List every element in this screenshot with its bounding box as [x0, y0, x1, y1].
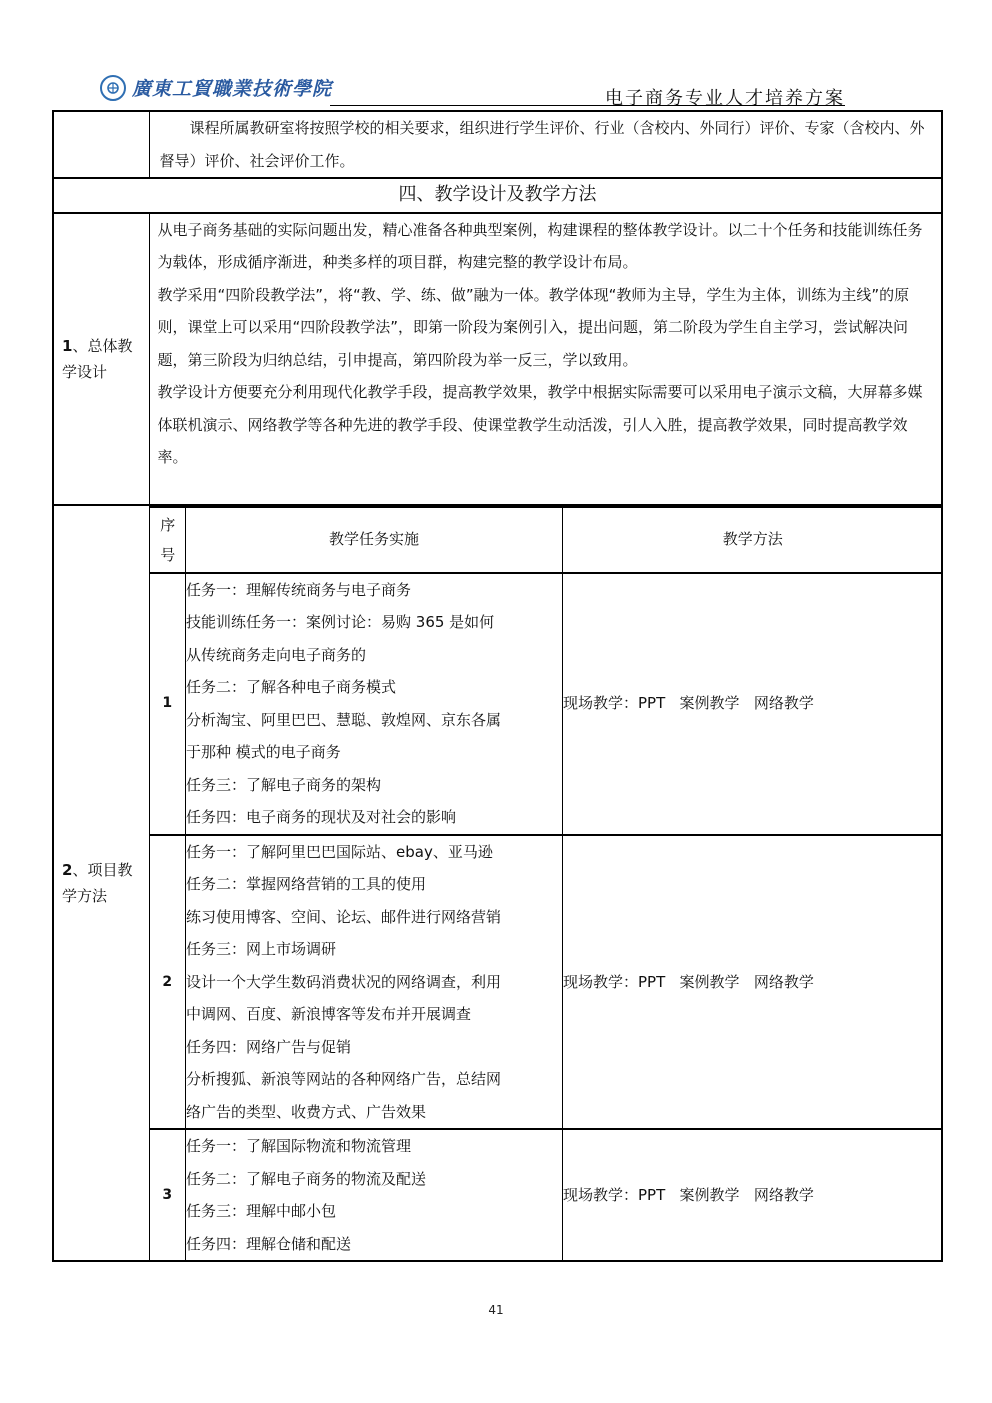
project-methods-content — [149, 505, 942, 1262]
project-methods-row — [53, 505, 942, 1262]
document-title: 电子商务专业人才培养方案 — [605, 88, 845, 109]
task-table-header — [150, 507, 943, 573]
task-row — [150, 1129, 943, 1260]
task-line: 任务四：电子商务的现状及对社会的影响 — [186, 808, 457, 826]
school-name-logo-text: 廣東工貿職業技術學院 — [132, 78, 333, 100]
overall-design-row — [53, 213, 942, 505]
overall-design-label: 1、总体教学设计 — [53, 213, 149, 505]
overall-paragraph: 教学采用“四阶段教学法”，将“教、学、练、做”融为一体。教学体现“教师为主导，学生为主体，训练为主线”的原则，课堂上可以采用“四阶段教学法”，即第一阶段为案例引入，提出问题，第二阶段为学生自主学习，尝试解决问题，第三阶段为归纳总结，引申提高，第四阶段为举一反三，学以致用。 — [157, 285, 910, 369]
task-line: 分析搜狐、新浪等网站的各种网络广告，总结网 — [186, 1070, 502, 1088]
task-line: 络广告的类型、收费方式、广告效果 — [186, 1102, 427, 1121]
overall-design-content — [149, 213, 942, 505]
task-row-tasks — [186, 573, 563, 835]
section-title: 四、教学设计及教学方法 — [53, 178, 942, 213]
task-line: 任务一：了解阿里巴巴国际站、ebay、亚马逊 — [186, 842, 493, 861]
task-line: 任务四：理解仓储和配送 — [186, 1234, 352, 1253]
task-line: 设计一个大学生数码消费状况的网络调查，利用 — [186, 972, 502, 991]
project-methods-label: 2、项目教学方法 — [53, 505, 149, 1262]
task-line: 任务二：了解各种电子商务模式 — [186, 678, 397, 696]
header-rule — [330, 105, 845, 106]
section-title-row — [53, 178, 942, 213]
task-line: 中调网、百度、新浪博客等发布并开展调查 — [186, 1005, 472, 1023]
school-logo — [100, 74, 332, 101]
task-row-method: 现场教学：PPT 案例教学 网络教学 — [563, 1129, 943, 1260]
plan-table — [52, 110, 943, 1262]
task-line: 练习使用博客、空间、论坛、邮件进行网络营销 — [186, 907, 502, 926]
task-line: 任务三：理解中邮小包 — [186, 1202, 337, 1220]
task-row-method: 现场教学：PPT 案例教学 网络教学 — [563, 573, 943, 835]
col-header-tasks: 教学任务实施 — [186, 507, 563, 573]
task-row-tasks — [186, 835, 563, 1130]
col-header-seq: 序号 — [150, 507, 186, 573]
task-row-method: 现场教学：PPT 案例教学 网络教学 — [563, 835, 943, 1130]
task-line: 任务三：了解电子商务的架构 — [186, 775, 382, 794]
task-row-number: 1 — [150, 573, 186, 835]
evaluation-text-cell — [149, 111, 942, 178]
task-line: 任务二：了解电子商务的物流及配送 — [186, 1169, 427, 1188]
task-line: 任务一：理解传统商务与电子商务 — [186, 580, 412, 599]
task-table — [150, 506, 943, 1261]
task-row-tasks — [186, 1129, 563, 1260]
task-row — [150, 573, 943, 835]
task-line: 从传统商务走向电子商务的 — [186, 645, 367, 664]
task-line: 任务一：了解国际物流和物流管理 — [186, 1137, 412, 1155]
evaluation-row — [53, 111, 942, 178]
task-line: 任务二：掌握网络营销的工具的使用 — [186, 875, 427, 893]
task-line: 任务三：网上市场调研 — [186, 940, 337, 958]
overall-paragraph: 教学设计方便要充分利用现代化教学手段，提高教学效果，教学中根据实际需要可以采用电子演示文稿，大屏幕多媒体联机演示、网络教学等各种先进的教学手段、使课堂教学生动活泼，引人入胜，提高教学效果，同时提高教学效率。 — [157, 383, 923, 466]
task-row — [150, 835, 943, 1130]
col-header-method: 教学方法 — [563, 507, 943, 573]
page-number: 41 — [488, 1303, 504, 1317]
overall-paragraph: 从电子商务基础的实际问题出发，精心准备各种典型案例，构建课程的整体教学设计。以二十个任务和技能训练任务为载体，形成循序渐进，种类多样的项目群，构建完整的教学设计布局。 — [157, 220, 923, 271]
task-line: 任务四：网络广告与促销 — [186, 1037, 352, 1056]
evaluation-label-cell — [53, 111, 149, 178]
task-line: 技能训练任务一：案例讨论：易购 365 是如何 — [186, 613, 495, 631]
task-row-number: 2 — [150, 835, 186, 1130]
task-line: 分析淘宝、阿里巴巴、慧聪、敦煌网、京东各属 — [186, 710, 502, 729]
school-emblem-icon — [100, 75, 126, 101]
evaluation-text: 课程所属教研室将按照学校的相关要求，组织进行学生评价、行业（含校内、外同行）评价、专家（含校内、外督导）评价、社会评价工作。 — [159, 119, 925, 170]
task-row-number: 3 — [150, 1129, 186, 1260]
page-header — [100, 72, 845, 110]
task-line: 于那种 模式的电子商务 — [186, 743, 341, 761]
